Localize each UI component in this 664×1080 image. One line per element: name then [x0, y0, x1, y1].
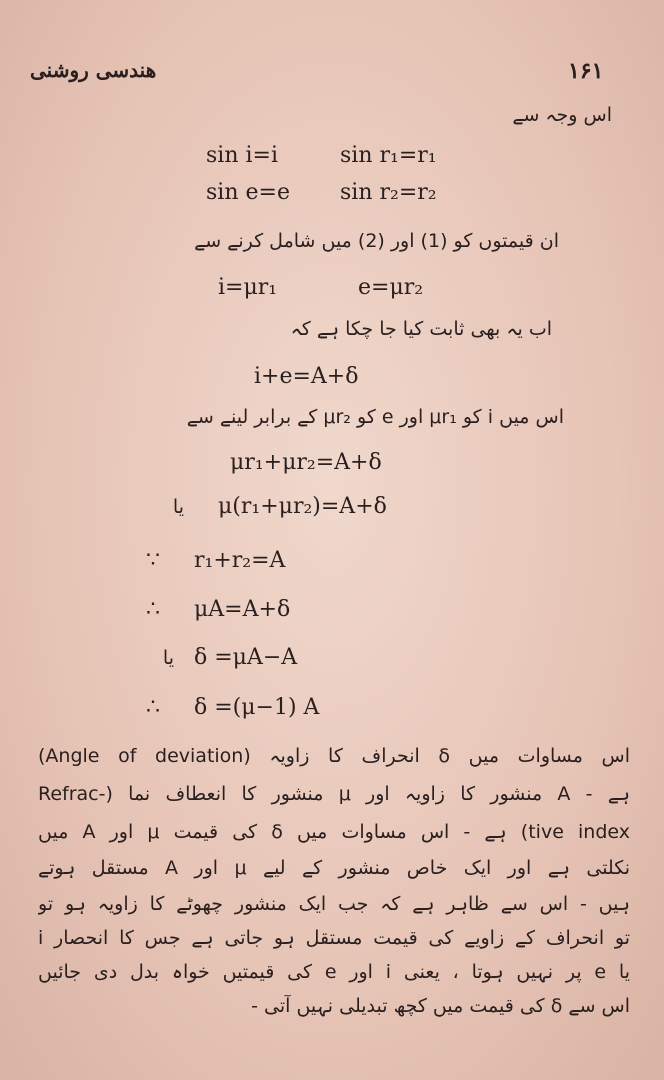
approx-sin-e: sin e=e	[206, 180, 290, 205]
mu-a-equation: μA=A+δ	[194, 597, 291, 622]
delta-equation: δ =μA−A	[194, 645, 298, 670]
paragraph-line: نکلتی ہے اور ایک خاص منشور کے لیے μ اور A مستقل ہوتے	[38, 857, 630, 879]
replace-text: اس میں i کو μr₁ اور e کو μr₂ کے برابر لینے سے	[186, 406, 564, 428]
paragraph-line: اس سے δ کی قیمت میں کچھ تبدیلی نہیں آتی -	[251, 995, 630, 1017]
final-deviation-equation: δ =(μ−1) A	[194, 695, 320, 720]
paragraph-line: ہیں - اس سے ظاہر ہے کہ جب ایک منشور چھوٹے کا زاویہ ہو تو	[38, 893, 630, 915]
mu-sum-equation: μr₁+μr₂=A+δ	[230, 450, 382, 475]
chapter-title: هندسی روشنی	[30, 58, 157, 82]
mu-factored-equation: μ(r₁+μr₂)=A+δ	[218, 494, 387, 519]
ya-connector-1: یا	[172, 496, 184, 518]
paragraph-line: tive index) ہے - اس مساوات میں δ کی قیمت μ اور A میں	[38, 821, 630, 843]
because-symbol: ∵	[146, 548, 160, 573]
result-e: e=μr₂	[358, 275, 424, 300]
paragraph-line: ہے - A منشور کا زاویہ اور μ منشور کا انعطاف نما (-Refrac	[38, 783, 630, 805]
approx-sin-r1: sin r₁=r₁	[340, 143, 437, 168]
paragraph-line: اس مساوات میں δ انحراف کا زاویہ (Angle of deviation)	[38, 745, 630, 767]
result-i: i=μr₁	[218, 275, 278, 300]
intro-text: اس وجہ سے	[512, 104, 612, 126]
approx-sin-r2: sin r₂=r₂	[340, 180, 437, 205]
proved-text: اب یہ بھی ثابت کیا جا چکا ہے کہ	[290, 318, 552, 340]
page-number: ۱۶۱	[568, 58, 604, 84]
angle-sum-equation: i+e=A+δ	[254, 364, 359, 389]
therefore-symbol-2: ∴	[146, 695, 160, 720]
ya-connector-2: یا	[162, 647, 174, 669]
prism-angle-equation: r₁+r₂=A	[194, 548, 286, 573]
therefore-symbol-1: ∴	[146, 597, 160, 622]
substitute-text: ان قیمتوں کو (1) اور (2) میں شامل کرنے سے	[194, 230, 559, 252]
paragraph-line: تو انحراف کے زاویے کی قیمت مستقل ہو جاتی ہے جس کا انحصار i	[38, 927, 630, 949]
approx-sin-i: sin i=i	[206, 143, 278, 168]
paragraph-line: یا e پر نہیں ہوتا ، یعنی i اور e کی قیمتیں خواہ بدل دی جائیں	[38, 961, 630, 983]
